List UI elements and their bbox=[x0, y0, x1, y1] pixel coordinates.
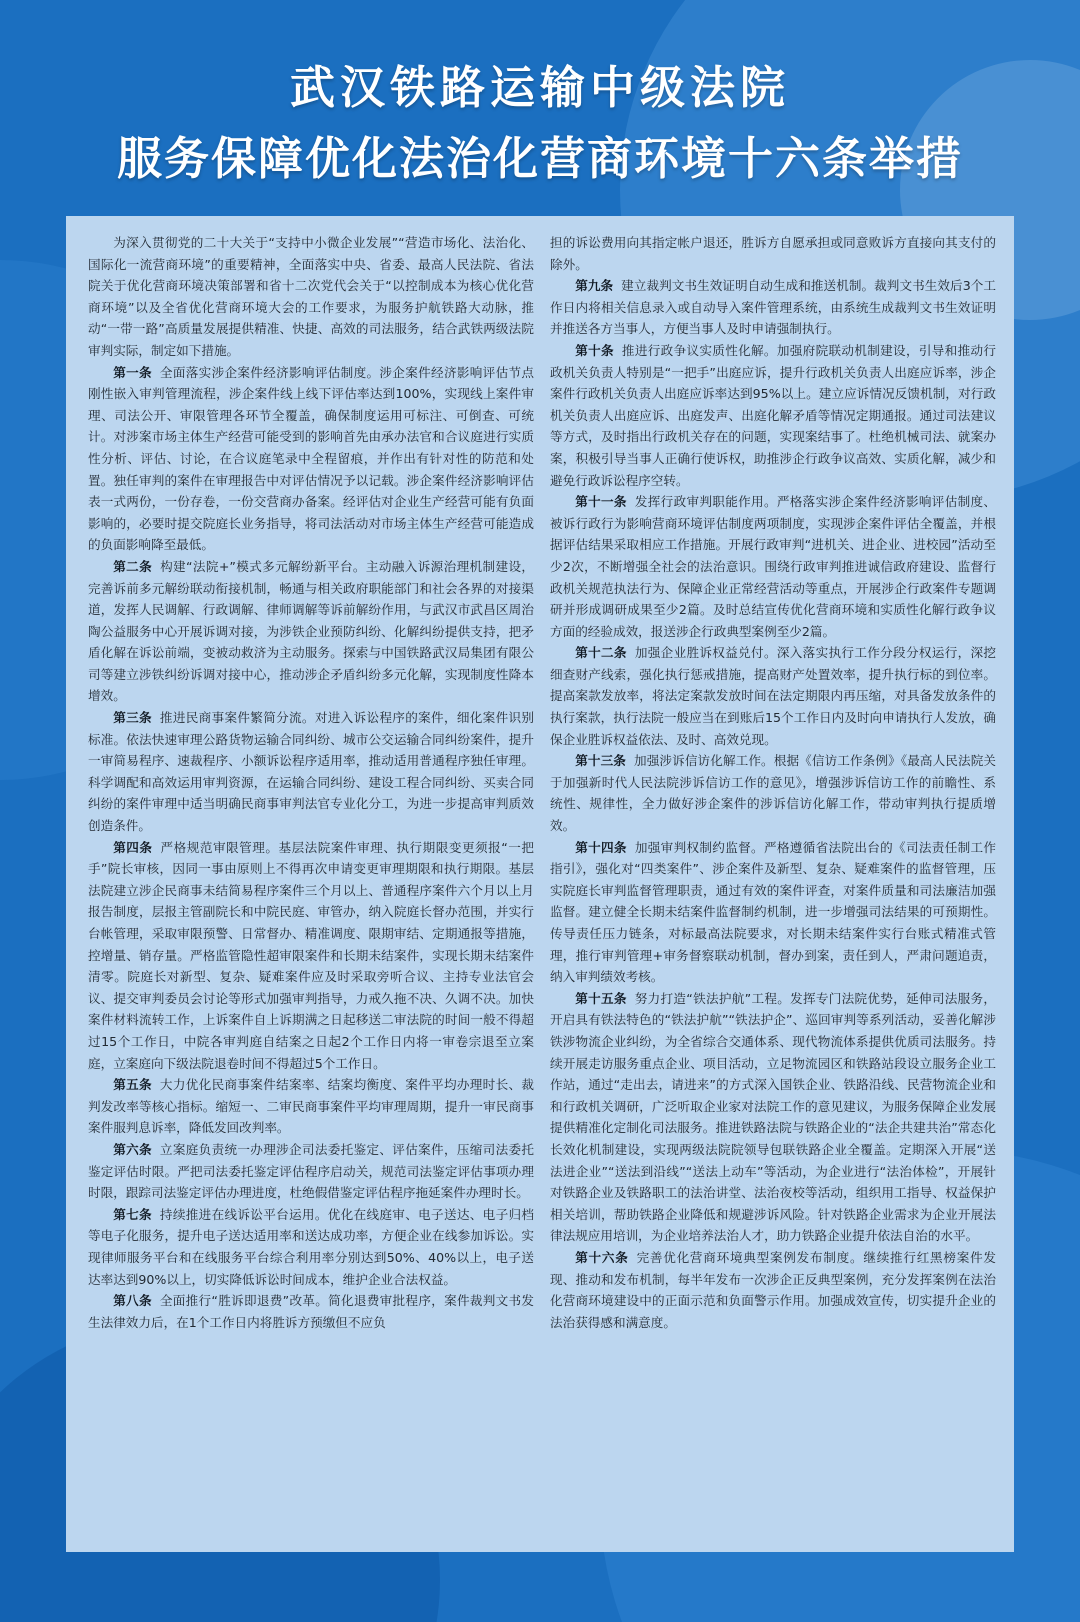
article-label: 第九条 bbox=[575, 278, 614, 294]
article-text: 加强涉诉信访化解工作。根据《信访工作条例》《最高人民法院关于加强新时代人民法院涉诉信访工作的意见》，增强涉诉信访工作的前瞻性、系统性、规律性，全力做好涉企案件的涉诉信访化解工作，带动审判执行提质增效。 bbox=[550, 753, 996, 834]
article-12 bbox=[550, 642, 996, 750]
article-5 bbox=[88, 1074, 534, 1139]
article-11 bbox=[550, 491, 996, 642]
article-label: 第二条 bbox=[113, 558, 153, 574]
article-16 bbox=[550, 1247, 996, 1333]
article-4 bbox=[88, 837, 534, 1075]
intro-paragraph: 为深入贯彻党的二十大关于“支持中小微企业发展”“营造市场化、法治化、国际化一流营商环境”的重要精神，全面落实中央、省委、最高人民法院、省法院关于优化营商环境决策部署和省十二次党代会关于“以控制成本为核心优化营商环境”以及全省优化营商环境大会的工作要求，为服务护航铁路大动脉，推动“一带一路”高质量发展提供精准、快捷、高效的司法服务，结合武铁两级法院审判实际，制定如下措施。 bbox=[88, 235, 534, 358]
article-text: 推进行政争议实质性化解。加强府院联动机制建设，引导和推动行政机关负责人特别是“一把手”出庭应诉，提升行政机关负责人出庭应诉率，涉企案件行政机关负责人出庭应诉率达到95%以上。建立应诉情况反馈机制，对行政机关负责人出庭应诉、出庭发声、出庭化解矛盾等情况定期通报。通过司法建议等方式，及时指出行政机关存在的问题，实现案结事了。杜绝机械司法、就案办案，积极引导当事人正确行使诉权，助推涉企行政争议高效、实质化解，减少和避免行政诉讼程序空转。 bbox=[550, 342, 996, 488]
article-3 bbox=[88, 707, 534, 837]
article-label: 第五条 bbox=[113, 1077, 152, 1093]
article-label: 第三条 bbox=[113, 710, 152, 726]
article-text: 完善优化营商环境典型案例发布制度。继续推行红黑榜案件发现、推动和发布机制，每半年发布一次涉企正反典型案例，充分发挥案例在法治化营商环境建设中的正面示范和负面警示作用。加强成效宣传，切实提升企业的法治获得感和满意度。 bbox=[550, 1249, 996, 1330]
article-8 bbox=[88, 1290, 534, 1333]
article-text: 大力优化民商事案件结案率、结案均衡度、案件平均办理时长、裁判发改率等核心指标。缩短一、二审民商事案件平均审理周期，提升一审民商事案件服判息诉率，降低发回改判率。 bbox=[88, 1077, 534, 1136]
article-1 bbox=[88, 362, 534, 556]
article-text: 构建“法院+”模式多元解纷新平台。主动融入诉源治理机制建设，完善诉前多元解纷联动衔接机制，畅通与相关政府职能部门和社会各界的对接渠道，发挥人民调解、行政调解、律师调解等诉前解纷作用，与武汉市武昌区周治陶公益服务中心开展诉调对接，为涉铁企业预防纠纷、化解纠纷提供支持，把矛盾化解在诉讼前端，变被动救济为主动服务。探索与中国铁路武汉局集团有限公司等建立涉铁纠纷诉调对接中心，推动涉企矛盾纠纷多元化解，实现制度性降本增效。 bbox=[88, 558, 534, 704]
article-text: 严格规范审限管理。基层法院案件审理、执行期限变更须报“一把手”院长审核，因同一事由原则上不得再次申请变更审理期限和执行期限。基层法院建立涉企民商事未结简易程序案件三个月以上、普通程序案件六个月以上月报告制度，层报主管副院长和中院民庭、审管办，纳入院庭长督办范围，并实行台帐管理，采取审限预警、日常督办、精准调度、限期审结、定期通报等措施，控增量、销存量。严格监管隐性超审限案件和长期未结案件，实现长期未结案件清零。院庭长对新型、复杂、疑难案件应及时采取旁听合议、主持专业法官会议、提交审判委员会讨论等形式加强审判指导，力戒久拖不决、久调不决。加快案件材料流转工作，上诉案件自上诉期满之日起移送二审法院的时间一般不得超过15个工作日，中院各审判庭自结案之日起2个工作日内将一审卷宗退至立案庭，立案庭向下级法院退卷时间不得超过5个工作日。 bbox=[88, 839, 534, 1071]
article-label: 第八条 bbox=[113, 1293, 152, 1309]
article-text: 加强企业胜诉权益兑付。深入落实执行工作分段分权运行，深挖细查财产线索，强化执行惩戒措施，提高财产处置效率，提升执行标的到位率。提高案款发放率，将法定案款发放时间在法定期限内再压缩，对具备发放条件的执行案款，执行法院一般应当在到账后15个工作日内及时向申请执行人发放，确保企业胜诉权益依法、及时、高效兑现。 bbox=[550, 645, 996, 747]
article-9 bbox=[550, 275, 996, 340]
article-label: 第六条 bbox=[113, 1141, 152, 1157]
title-line-1: 武汉铁路运输中级法院 bbox=[289, 61, 790, 114]
article-10 bbox=[550, 340, 996, 491]
article-7 bbox=[88, 1204, 534, 1290]
article-label: 第四条 bbox=[113, 839, 153, 855]
article-text: 推进民商事案件繁简分流。对进入诉讼程序的案件，细化案件识别标准。依法快速审理公路货物运输合同纠纷、城市公交运输合同纠纷案件，提升一审简易程序、速裁程序、小额诉讼程序适用率，推动适用普通程序独任审理。科学调配和高效运用审判资源，在运输合同纠纷、建设工程合同纠纷、买卖合同纠纷的案件审理中适当明确民商事审判法官专业化分工，为进一步提高审判质效创造条件。 bbox=[88, 710, 534, 834]
article-text: 全面落实涉企案件经济影响评估制度。涉企案件经济影响评估节点刚性嵌入审判管理流程，涉企案件线上线下评估率达到100%，实现线上案件审理、司法公开、审限管理各环节全覆盖，确保制度运用可标注、可倒查、可统计。对涉案市场主体生产经营可能受到的影响首先由承办法官和合议庭进行实质性分析、评估、讨论，在合议庭笔录中全程留痕，并作出有针对性的防范和处置。独任审判的案件在审理报告中对评估情况予以记载。涉企案件经济影响评估表一式两份，一份存卷，一份交营商办备案。经评估对企业生产经营可能有负面影响的，必要时提交院庭长业务指导，将司法活动对市场主体生产经营可能造成的负面影响降至最低。 bbox=[88, 364, 534, 553]
article-text: 立案庭负责统一办理涉企司法委托鉴定、评估案件，压缩司法委托鉴定评估时限。严把司法委托鉴定评估程序启动关，规范司法鉴定评估事项办理时限，跟踪司法鉴定评估办理进度，杜绝假借鉴定评估程序拖延案件办理时长。 bbox=[88, 1141, 534, 1201]
article-8-continued: 担的诉讼费用向其指定帐户退还，胜诉方自愿承担或同意败诉方直接向其支付的除外。 bbox=[550, 235, 996, 272]
right-column bbox=[550, 232, 996, 1542]
article-text: 持续推进在线诉讼平台运用。优化在线庭审、电子送达、电子归档等电子化服务，提升电子送达适用率和送达成功率，方便企业在线参加诉讼。实现律师服务平台和在线服务平台综合利用率分别达到50%、40%以上，电子送达率达到90%以上，切实降低诉讼时间成本，维护企业合法权益。 bbox=[88, 1206, 534, 1287]
title-line-2: 服务保障优化法治化营商环境十六条举措 bbox=[116, 132, 963, 185]
article-text: 努力打造“铁法护航”工程。发挥专门法院优势，延伸司法服务，开启具有铁法特色的“铁法护航”“铁法护企”、巡回审判等系列活动，妥善化解涉铁涉物流企业纠纷，为全省综合交通体系、现代物流体系提供优质司法服务。持续开展走访服务重点企业、项目活动，立足物流园区和铁路站段设立服务企业工作站，通过“走出去，请进来”的方式深入国铁企业、铁路沿线、民营物流企业和和行政机关调研，广泛听取企业家对法院工作的意见建议，为服务保障企业发展提供精准化定制化司法服务。推进铁路法院与铁路企业的“法企共建共治”常态化长效化机制建设，实现两级法院院领导包联铁路企业全覆盖。定期深入开展“送法进企业”“送法到沿线”“送法上动车”等活动，为企业进行“法治体检”，开展针对铁路企业及铁路职工的法治讲堂、法治夜校等活动，组织用工指导、权益保护相关培训，帮助铁路企业降低和规避涉诉风险。针对铁路企业需求为企业开展法律法规应用培训，为企业培养法治人才，助力铁路企业提升依法自治的水平。 bbox=[550, 990, 996, 1244]
article-text: 全面推行“胜诉即退费”改革。简化退费审批程序，案件裁判文书发生法律效力后，在1个工作日内将胜诉方预缴但不应负 bbox=[88, 1293, 534, 1330]
article-label: 第十条 bbox=[575, 342, 614, 358]
article-label: 第十五条 bbox=[575, 990, 627, 1006]
article-label: 第一条 bbox=[113, 364, 152, 380]
article-label: 第十三条 bbox=[575, 753, 627, 769]
article-6 bbox=[88, 1139, 534, 1204]
article-14 bbox=[550, 837, 996, 988]
article-label: 第十一条 bbox=[575, 494, 627, 510]
left-column bbox=[88, 232, 534, 1542]
text-panel bbox=[66, 216, 1014, 1552]
article-label: 第七条 bbox=[113, 1206, 152, 1222]
article-13 bbox=[550, 750, 996, 836]
article-label: 第十六条 bbox=[575, 1249, 629, 1265]
poster-title bbox=[0, 56, 1080, 194]
article-text: 建立裁判文书生效证明自动生成和推送机制。裁判文书生效后3个工作日内将相关信息录入或自动导入案件管理系统，由系统生成裁判文书生效证明并推送各方当事人，方便当事人及时申请强制执行。 bbox=[550, 278, 996, 337]
article-text: 加强审判权制约监督。严格遵循省法院出台的《司法责任制工作指引》，强化对“四类案件”、涉企案件及新型、复杂、疑难案件的监督管理，压实院庭长审判监督管理职责，通过有效的案件评查，对案件质量和司法廉洁加强监督。建立健全长期未结案件监督制约机制，进一步增强司法结果的可预期性。传导责任压力链条，对标最高法院要求，对长期未结案件实行台账式精准式管理，推行审判管理+审务督察联动机制，督办到案，责任到人，严肃问题追责，纳入审判绩效考核。 bbox=[550, 839, 996, 985]
article-label: 第十二条 bbox=[575, 645, 627, 661]
article-label: 第十四条 bbox=[575, 839, 627, 855]
article-15 bbox=[550, 988, 996, 1247]
article-text: 发挥行政审判职能作用。严格落实涉企案件经济影响评估制度、被诉行政行为影响营商环境评估制度两项制度，实现涉企案件评估全覆盖，并根据评估结果采取相应工作措施。开展行政审判“进机关、进企业、进校园”活动至少2次，不断增强全社会的法治意识。围绕行政审判推进诚信政府建设、监督行政机关规范执法行为、保障企业正常经营活动等重点，开展涉企行政案件专题调研并形成调研成果至少2篇。及时总结宣传优化营商环境和实质性化解行政争议方面的经验成效，报送涉企行政典型案例至少2篇。 bbox=[550, 494, 996, 639]
article-2 bbox=[88, 556, 534, 707]
